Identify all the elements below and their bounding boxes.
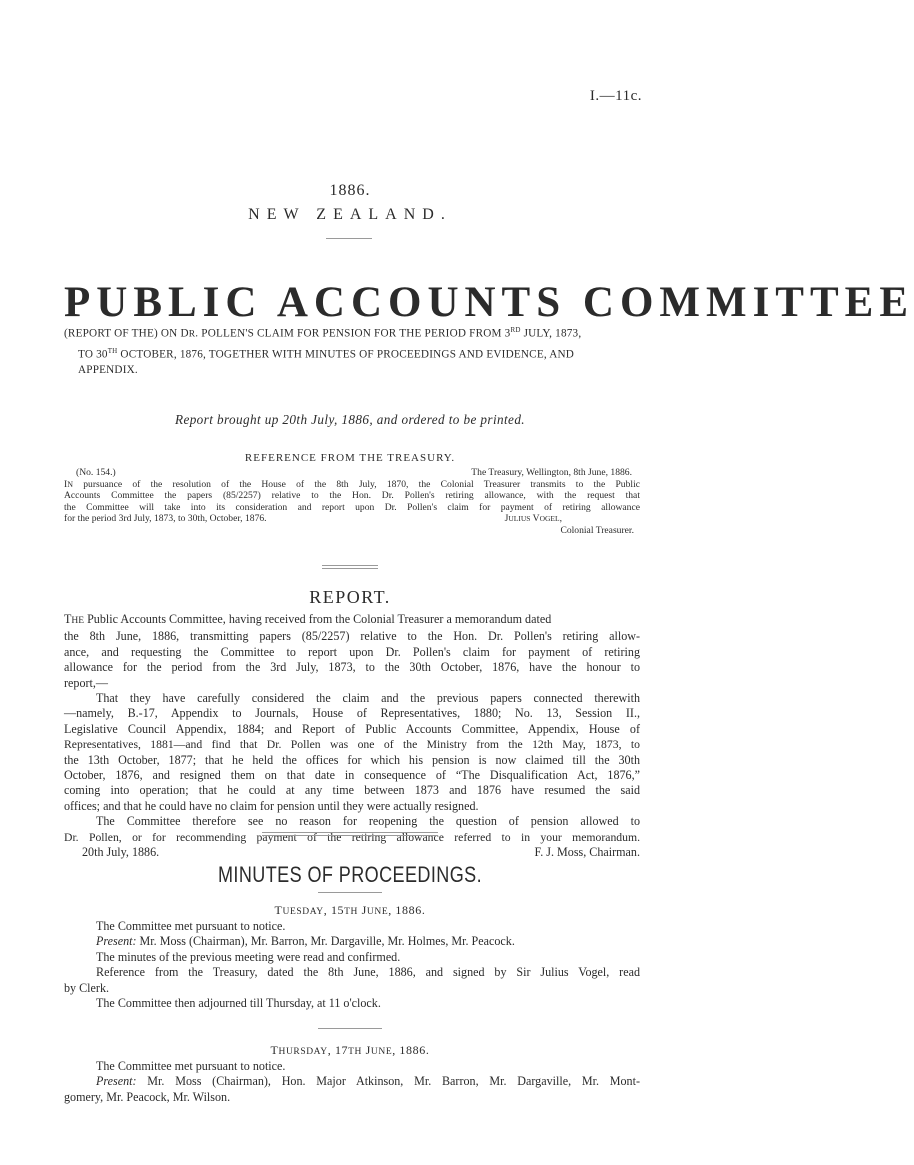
report-line: offices; and that he could have no claim for pension until they were actually resigned. bbox=[64, 798, 479, 813]
minutes-line: The minutes of the previous meeting were read and confirmed. bbox=[96, 949, 401, 964]
meeting-date: THURSDAY, 17TH JUNE, 1886. bbox=[270, 1043, 430, 1057]
minutes-line: Reference from the Treasury, dated the 8th June, 1886, and signed by Sir Julius Vogel, read bbox=[96, 965, 640, 980]
reference-header-row bbox=[64, 467, 640, 479]
reference-place-date: The Treasury, Wellington, 8th June, 1886. bbox=[471, 467, 632, 478]
report-line: ance, and requesting the Committee to report upon Dr. Pollen's claim for payment of retiring bbox=[64, 644, 640, 659]
year: 1886. bbox=[329, 182, 371, 199]
meeting-minutes bbox=[64, 919, 640, 1011]
report-line: report,— bbox=[64, 675, 108, 690]
report-heading: REPORT. bbox=[309, 587, 391, 607]
reference-line: IN pursuance of the resolution of the House of the 8th July, 1870, the Colonial Treasurer transmits to the Public bbox=[64, 478, 640, 490]
minutes-heading: MINUTES OF PROCEEDINGS. bbox=[217, 862, 483, 887]
subtitle bbox=[64, 322, 640, 378]
page-title: PUBLIC ACCOUNTS COMMITTEE bbox=[64, 279, 914, 326]
subtitle-line-2: TO 30TH OCTOBER, 1876, TOGETHER WITH MINUTES OF PROCEEDINGS AND EVIDENCE, AND bbox=[78, 346, 575, 361]
report-body bbox=[64, 612, 640, 861]
report-line: allowance for the period from the 3rd July, 1873, to the 30th October, 1876, have the honour to bbox=[64, 660, 640, 675]
divider bbox=[318, 1028, 382, 1029]
report-signer: F. J. Moss, Chairman. bbox=[534, 845, 640, 860]
divider bbox=[262, 832, 438, 833]
reference-heading: REFERENCE FROM THE TREASURY. bbox=[244, 452, 456, 464]
minutes-line: Present: Mr. Moss (Chairman), Mr. Barron, Mr. Dargaville, Mr. Holmes, Mr. Peacock. bbox=[96, 934, 515, 949]
minutes-line: The Committee met pursuant to notice. bbox=[96, 919, 286, 933]
report-date: 20th July, 1886. bbox=[82, 845, 160, 860]
report-line: Representatives, 1881—and find that Dr. Pollen was one of the Ministry from the 12th May, 1873, to bbox=[64, 738, 640, 752]
minutes-line: Present: Mr. Moss (Chairman), Hon. Major Atkinson, Mr. Barron, Mr. Dargaville, Mr. Mont- bbox=[96, 1074, 640, 1089]
document-reference: I.—11c. bbox=[589, 88, 642, 104]
report-brought-up: Report brought up 20th July, 1886, and ordered to be printed. bbox=[174, 412, 526, 427]
report-signature-line bbox=[64, 845, 640, 860]
minutes-line: The Committee met pursuant to notice. bbox=[96, 1059, 286, 1073]
reference-signer: JULIUS VOGEL, bbox=[504, 513, 562, 525]
reference-signer-title: Colonial Treasurer. bbox=[560, 524, 634, 536]
subtitle-line-3: APPENDIX. bbox=[78, 364, 138, 377]
report-line: —namely, B.-17, Appendix to Journals, House of Representatives, 1880; No. 13, Session II., bbox=[64, 706, 640, 721]
divider bbox=[326, 238, 372, 239]
report-line: coming into operation; that he could at any time between 1873 and 1876 have resumed the said bbox=[64, 783, 640, 798]
report-line: Dr. Pollen, or for recommending payment of the retiring allowance referred to in your memorandum. bbox=[64, 830, 640, 844]
meeting-date: TUESDAY, 15TH JUNE, 1886. bbox=[274, 903, 426, 917]
report-line: The Committee therefore see no reason for reopening the question of pension allowed to bbox=[96, 814, 640, 829]
report-line: THE Public Accounts Committee, having received from the Colonial Treasurer a memorandum dated bbox=[64, 612, 552, 626]
report-line: October, 1876, and resigned them on that date in consequence of “The Disqualification Act, 1876,” bbox=[64, 768, 640, 783]
minutes-line: The Committee then adjourned till Thursday, at 11 o'clock. bbox=[96, 996, 381, 1011]
country: NEW ZEALAND. bbox=[248, 206, 452, 223]
report-line: Legislative Council Appendix, 1884; and Report of Public Accounts Committee, Appendix, House of bbox=[64, 721, 640, 736]
minutes-line: by Clerk. bbox=[64, 980, 110, 995]
reference-line: Accounts Committee the papers (85/2257) relative to the Hon. Dr. Pollen's retiring allowance, with the request that bbox=[64, 490, 640, 502]
divider bbox=[318, 892, 382, 893]
report-line: That they have carefully considered the claim and the previous papers connected therewith bbox=[96, 691, 640, 706]
reference-line: the Committee will take into its consideration and report upon Dr. Pollen's claim for payment of retiring allowance bbox=[64, 501, 640, 513]
reference-number: (No. 154.) bbox=[76, 467, 116, 478]
report-line: the 8th June, 1886, transmitting papers (85/2257) relative to the Hon. Dr. Pollen's retiring allow- bbox=[64, 629, 640, 644]
divider bbox=[262, 835, 438, 836]
minutes-line: gomery, Mr. Peacock, Mr. Wilson. bbox=[64, 1089, 231, 1104]
reference-block bbox=[64, 467, 640, 537]
meeting-minutes bbox=[64, 1059, 640, 1105]
divider bbox=[322, 568, 378, 569]
report-line: the 13th October, 1877; that he held the offices for which his pension is now claimed till the 30th bbox=[64, 752, 640, 767]
subtitle-line-1: (REPORT OF THE) ON DR. POLLEN'S CLAIM FOR PENSION FOR THE PERIOD FROM 3RD JULY, 1873, bbox=[64, 326, 582, 340]
divider bbox=[322, 565, 378, 566]
reference-line: for the period 3rd July, 1873, to 30th, October, 1876. JULIUS VOGEL, bbox=[64, 513, 640, 525]
